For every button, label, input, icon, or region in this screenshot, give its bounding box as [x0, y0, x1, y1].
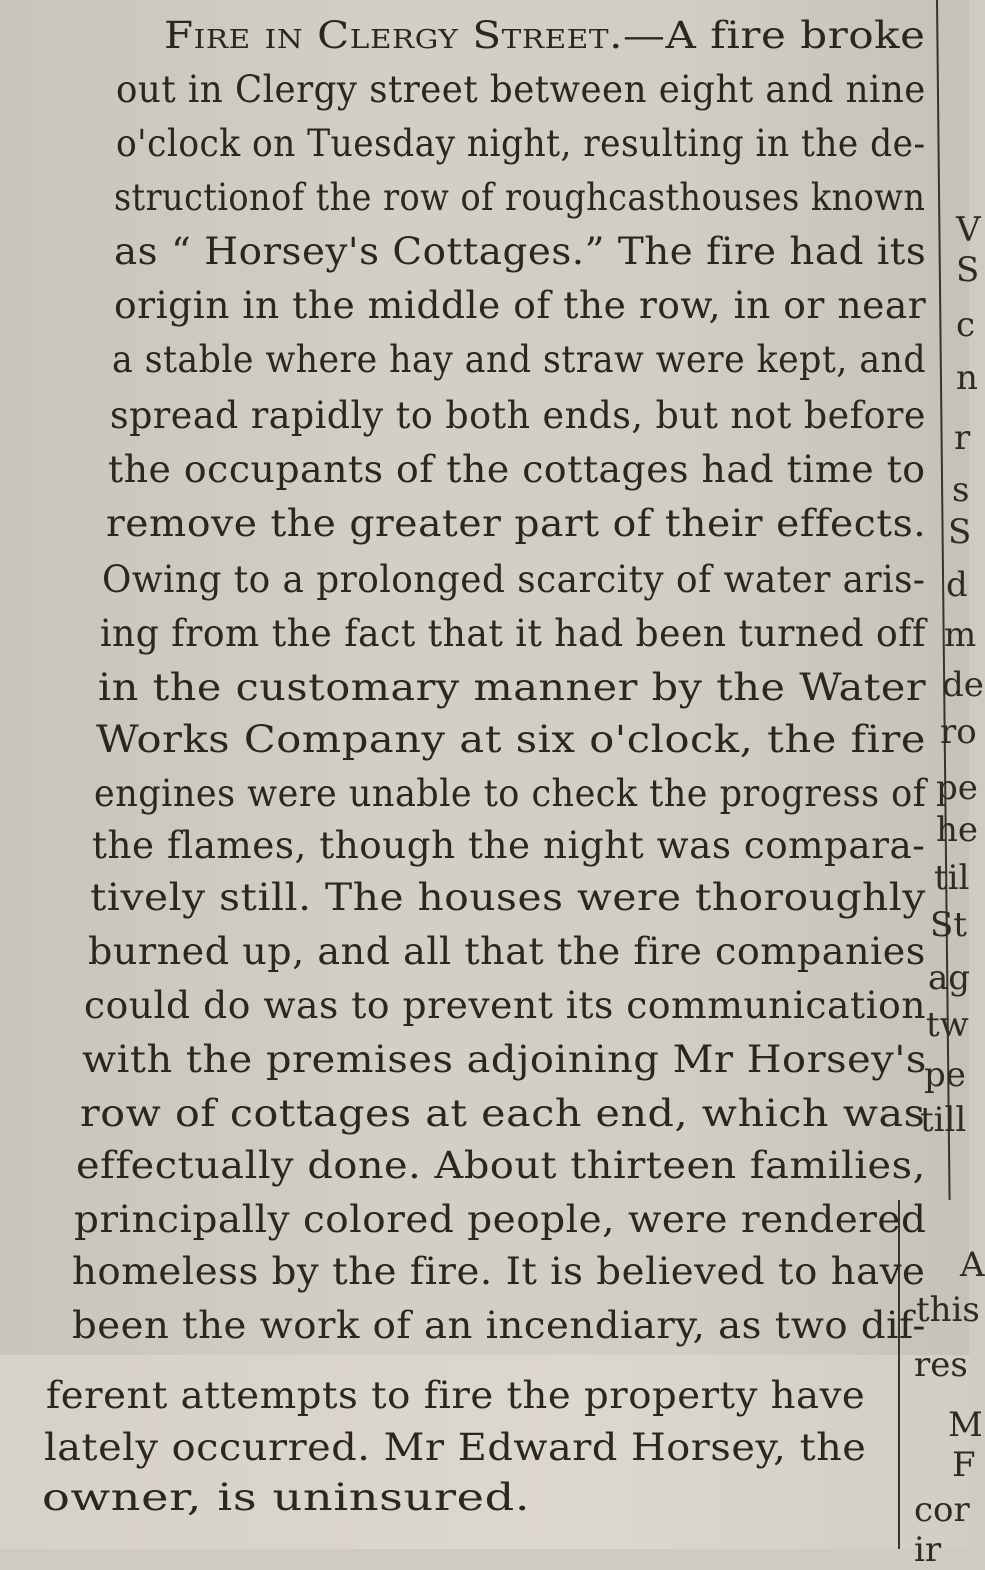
column-fragment: s — [952, 470, 970, 510]
text-line: ing from the fact that it had been turned off — [100, 612, 926, 655]
text-line: homeless by the fire. It is believed to have — [72, 1250, 926, 1293]
text-line: spread rapidly to both ends, but not before — [110, 394, 926, 437]
text-line: remove the greater part of their effects. — [106, 502, 927, 545]
text-line: engines were unable to check the progress of — [94, 772, 927, 815]
text-line: row of cottages at each end, which was — [80, 1092, 926, 1135]
column-fragment: m — [944, 615, 977, 655]
article-headline: Fire in Clergy Street. — [164, 14, 623, 57]
text-line: Owing to a prolonged scarcity of water aris- — [102, 558, 926, 601]
column-fragment: ag — [928, 958, 971, 998]
text-line: lately occurred. Mr Edward Horsey, the — [44, 1426, 867, 1469]
text-line: as “ Horsey's Cottages.” The fire had its — [114, 230, 927, 273]
column-fragment: S — [956, 250, 980, 290]
text-line: o'clock on Tuesday night, resulting in the de- — [116, 122, 926, 165]
headline-continuation: —A fire broke — [622, 14, 926, 57]
text-line: out in Clergy street between eight and nine — [116, 68, 926, 111]
column-fragment: n — [956, 358, 978, 398]
column-fragment: cor — [914, 1490, 970, 1530]
column-fragment: he — [936, 810, 979, 850]
text-line: been the work of an incendiary, as two dif- — [72, 1304, 927, 1347]
column-fragment: res — [914, 1345, 968, 1385]
column-fragment: de — [942, 665, 984, 705]
text-line: could do was to prevent its communication — [84, 984, 927, 1027]
text-line: the occupants of the cottages had time to — [108, 448, 926, 491]
column-fragment: tw — [926, 1005, 969, 1045]
text-line: structionof the row of roughcasthouses known — [114, 176, 926, 219]
column-fragment: V — [956, 210, 981, 250]
column-fragment: d — [946, 565, 968, 605]
column-fragment: til — [934, 858, 970, 898]
column-fragment: this — [916, 1290, 980, 1330]
text-line: burned up, and all that the fire companies — [88, 930, 926, 973]
text-line: origin in the middle of the row, in or near — [114, 284, 927, 327]
text-line: principally colored people, were rendered — [74, 1198, 927, 1241]
column-fragment: A — [960, 1245, 985, 1285]
text-line: ferent attempts to fire the property have — [46, 1374, 866, 1417]
column-fragment: St — [930, 905, 967, 945]
column-fragment: ro — [940, 712, 977, 752]
text-line: a stable where hay and straw were kept, and — [112, 338, 927, 381]
text-line: with the premises adjoining Mr Horsey's — [82, 1038, 927, 1081]
column-fragment: ir — [914, 1530, 942, 1570]
column-fragment: F — [952, 1445, 976, 1485]
text-line: tively still. The houses were thoroughly — [90, 876, 926, 919]
column-fragment: S — [948, 512, 972, 552]
column-fragment: M — [948, 1405, 983, 1445]
text-line: in the customary manner by the Water — [98, 666, 927, 709]
text-line: the flames, though the night was compara- — [92, 824, 926, 867]
column-fragment: c — [956, 305, 976, 345]
column-fragment: pe — [936, 768, 978, 808]
text-line: effectually done. About thirteen families, — [76, 1144, 926, 1187]
column-fragment: pe — [924, 1055, 966, 1095]
text-line: owner, is uninsured. — [42, 1476, 531, 1519]
headline-line — [164, 14, 926, 57]
column-fragment: till — [920, 1100, 967, 1140]
column-fragment: r — [954, 418, 971, 458]
text-line: Works Company at six o'clock, the fire — [96, 718, 927, 761]
adjacent-column-fragments — [912, 0, 985, 1570]
